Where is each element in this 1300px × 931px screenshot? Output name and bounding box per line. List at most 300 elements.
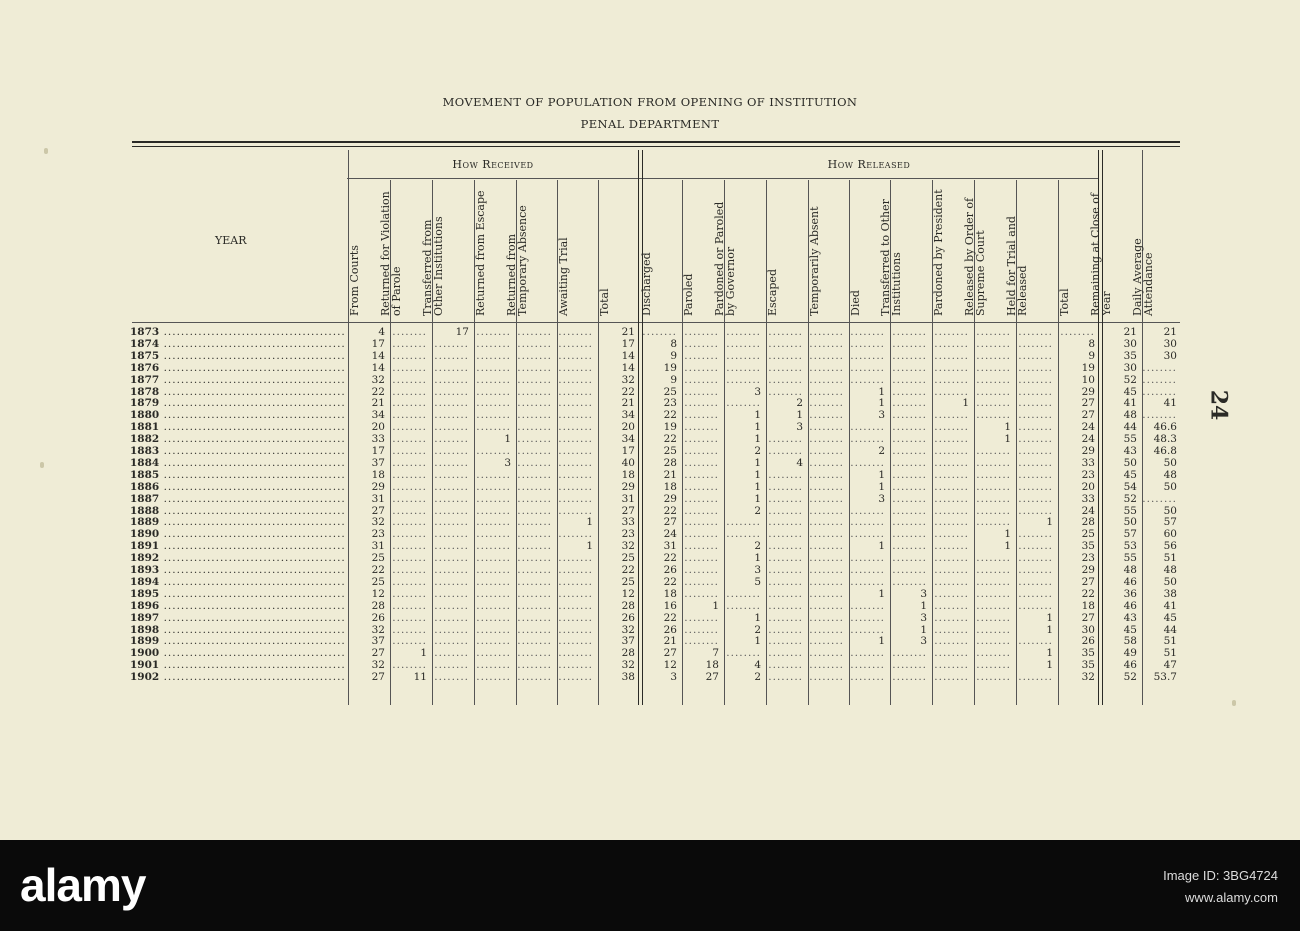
empty-cell: ........ <box>892 528 927 541</box>
empty-cell: ........ <box>392 373 427 386</box>
value-cell: 29 <box>663 492 677 505</box>
empty-cell: ........ <box>517 552 552 565</box>
value-cell: 22 <box>371 385 385 398</box>
value-cell: 48 <box>1163 564 1177 576</box>
value-cell: 1 <box>754 468 761 481</box>
empty-cell: ........ <box>558 623 593 636</box>
column-header-label: From Courts <box>348 245 361 316</box>
value-cell: 1 <box>796 409 803 422</box>
year-cell: 1895 ..... <box>130 588 346 600</box>
value-cell: 37 <box>621 635 635 648</box>
column-header-label: Pardoned or Paroled by Governor <box>713 201 737 316</box>
value-cell: 9 <box>670 349 677 362</box>
year-cell: 1892 ..... <box>130 552 346 564</box>
value-cell: 22 <box>621 564 635 576</box>
value-cell: 21 <box>371 397 385 410</box>
empty-cell: ........ <box>768 373 803 386</box>
empty-cell: ........ <box>476 492 511 505</box>
value-cell: 53 <box>1123 540 1137 553</box>
value-cell: 27 <box>705 671 719 684</box>
value-cell: 28 <box>621 599 635 612</box>
empty-cell: ........ <box>768 659 803 672</box>
empty-cell: ........ <box>517 575 552 588</box>
value-cell: 14 <box>371 361 385 374</box>
empty-cell: ........ <box>434 516 469 529</box>
empty-cell: ........ <box>768 349 803 362</box>
value-cell: 47 <box>1163 659 1177 672</box>
empty-cell: ........ <box>558 504 593 517</box>
value-cell: 55 <box>1123 433 1137 446</box>
empty-cell: ........ <box>892 373 927 386</box>
empty-cell: ........ <box>1018 599 1053 612</box>
empty-cell: ........ <box>892 504 927 517</box>
value-cell: 20 <box>621 421 635 434</box>
value-cell: 19 <box>663 361 677 374</box>
value-cell: 23 <box>663 397 677 410</box>
empty-cell: ........ <box>934 409 969 422</box>
value-cell: 1 <box>1046 623 1053 636</box>
empty-cell: ........ <box>768 433 803 446</box>
empty-cell: ........ <box>684 492 719 505</box>
value-cell: 1 <box>1004 421 1011 434</box>
empty-cell: ........ <box>434 397 469 410</box>
empty-cell: ........ <box>476 409 511 422</box>
empty-cell: ........ <box>934 337 969 350</box>
value-cell: 22 <box>371 564 385 576</box>
empty-cell: ........ <box>934 492 969 505</box>
value-cell: 29 <box>1081 385 1095 398</box>
value-cell: 38 <box>621 671 635 684</box>
value-cell: 17 <box>371 445 385 457</box>
empty-cell: ........ <box>684 445 719 457</box>
value-cell: 27 <box>621 504 635 517</box>
value-cell: 18 <box>1081 599 1095 612</box>
value-cell: 44 <box>1163 623 1177 636</box>
value-cell: 8 <box>1088 337 1095 350</box>
empty-cell: ........ <box>517 445 552 457</box>
value-cell: 45 <box>1123 468 1137 481</box>
empty-cell: ........ <box>434 647 469 660</box>
empty-cell: ........ <box>809 337 844 350</box>
value-cell: 57 <box>1163 516 1177 529</box>
empty-cell: ........ <box>892 516 927 529</box>
empty-cell: ........ <box>684 516 719 529</box>
value-cell: 22 <box>663 575 677 588</box>
value-cell: 2 <box>754 623 761 636</box>
value-cell: 35 <box>1081 659 1095 672</box>
value-cell: 48 <box>1123 409 1137 422</box>
empty-cell: ........ <box>1018 552 1053 565</box>
empty-cell: ........ <box>934 575 969 588</box>
value-cell: 17 <box>371 337 385 350</box>
empty-cell: ........ <box>642 326 677 338</box>
empty-cell: ........ <box>517 540 552 553</box>
value-cell: 44 <box>1123 421 1137 434</box>
value-cell: 27 <box>371 671 385 684</box>
empty-cell: ........ <box>726 397 761 410</box>
empty-cell: ........ <box>892 492 927 505</box>
paper-spot <box>1232 700 1236 706</box>
empty-cell: ........ <box>558 421 593 434</box>
empty-cell: ........ <box>517 564 552 576</box>
year-cell: 1884 ..... <box>130 457 346 469</box>
value-cell: 26 <box>621 611 635 624</box>
value-cell: 3 <box>796 421 803 434</box>
value-cell: 2 <box>754 445 761 457</box>
empty-cell: ........ <box>558 468 593 481</box>
value-cell: 1 <box>1046 611 1053 624</box>
column-header-label: Daily Average Attendance <box>1131 238 1155 316</box>
value-cell: 3 <box>920 587 927 600</box>
value-cell: 14 <box>621 361 635 374</box>
empty-cell: ........ <box>768 468 803 481</box>
empty-cell: ........ <box>517 326 552 338</box>
value-cell: 28 <box>371 599 385 612</box>
value-cell: 12 <box>371 587 385 600</box>
value-cell: 40 <box>621 456 635 469</box>
empty-cell: ........ <box>934 659 969 672</box>
empty-cell: ........ <box>726 516 761 529</box>
top-rule <box>132 141 1180 143</box>
empty-cell: ........ <box>934 635 969 648</box>
empty-cell: ........ <box>809 397 844 410</box>
empty-cell: ........ <box>558 385 593 398</box>
value-cell: 26 <box>663 623 677 636</box>
empty-cell: ........ <box>476 504 511 517</box>
year-cell: 1887 ..... <box>130 493 346 505</box>
value-cell: 27 <box>663 647 677 660</box>
empty-cell: ........ <box>976 623 1011 636</box>
value-cell: 12 <box>663 659 677 672</box>
empty-cell: ........ <box>892 361 927 374</box>
empty-cell: ........ <box>768 326 803 338</box>
value-cell: 32 <box>621 373 635 386</box>
empty-cell: ........ <box>434 385 469 398</box>
empty-cell: ........ <box>392 456 427 469</box>
empty-cell: ........ <box>976 445 1011 457</box>
empty-cell: ........ <box>392 516 427 529</box>
value-cell: 1 <box>878 385 885 398</box>
value-cell: 18 <box>705 659 719 672</box>
table-title: MOVEMENT OF POPULATION FROM OPENING OF INSTITUTION <box>442 95 858 109</box>
value-cell: 27 <box>1081 397 1095 410</box>
empty-cell: ........ <box>934 385 969 398</box>
value-cell: 14 <box>371 349 385 362</box>
empty-cell: ........ <box>768 671 803 684</box>
empty-cell: ........ <box>517 349 552 362</box>
empty-cell: ........ <box>517 361 552 374</box>
value-cell: 30 <box>1163 337 1177 350</box>
empty-cell: ........ <box>1142 492 1177 505</box>
value-cell: 1 <box>1004 540 1011 553</box>
empty-cell: ........ <box>976 326 1011 338</box>
empty-cell: ........ <box>392 504 427 517</box>
value-cell: 20 <box>1081 480 1095 493</box>
empty-cell: ........ <box>976 659 1011 672</box>
column-header-label: Died <box>849 290 862 316</box>
value-cell: 52 <box>1123 671 1137 684</box>
value-cell: 22 <box>621 385 635 398</box>
empty-cell: ........ <box>1018 373 1053 386</box>
value-cell: 27 <box>1081 611 1095 624</box>
value-cell: 2 <box>796 397 803 410</box>
empty-cell: ........ <box>850 504 885 517</box>
empty-cell: ........ <box>726 587 761 600</box>
empty-cell: ........ <box>809 611 844 624</box>
empty-cell: ........ <box>434 349 469 362</box>
empty-cell: ........ <box>809 552 844 565</box>
column-header-label: Total <box>598 288 611 316</box>
empty-cell: ........ <box>476 385 511 398</box>
empty-cell: ........ <box>1018 575 1053 588</box>
empty-cell: ........ <box>392 564 427 576</box>
empty-cell: ........ <box>809 373 844 386</box>
column-header-label: Total <box>1058 288 1071 316</box>
value-cell: 3 <box>878 409 885 422</box>
empty-cell: ........ <box>476 671 511 684</box>
empty-cell: ........ <box>726 373 761 386</box>
value-cell: 45 <box>1123 385 1137 398</box>
value-cell: 29 <box>1081 445 1095 457</box>
value-cell: 1 <box>1004 528 1011 541</box>
year-cell: 1896 ..... <box>130 600 346 612</box>
value-cell: 43 <box>1123 611 1137 624</box>
empty-cell: ........ <box>476 516 511 529</box>
empty-cell: ........ <box>558 373 593 386</box>
value-cell: 1 <box>504 433 511 446</box>
value-cell: 41 <box>1123 397 1137 410</box>
value-cell: 18 <box>663 587 677 600</box>
empty-cell: ........ <box>684 480 719 493</box>
value-cell: 30 <box>1081 623 1095 636</box>
empty-cell: ........ <box>434 528 469 541</box>
value-cell: 2 <box>754 504 761 517</box>
empty-cell: ........ <box>558 552 593 565</box>
empty-cell: ........ <box>558 397 593 410</box>
value-cell: 24 <box>1081 433 1095 446</box>
empty-cell: ........ <box>976 516 1011 529</box>
empty-cell: ........ <box>976 385 1011 398</box>
value-cell: 1 <box>878 587 885 600</box>
value-cell: 3 <box>920 611 927 624</box>
empty-cell: ........ <box>434 564 469 576</box>
value-cell: 57 <box>1123 528 1137 541</box>
empty-cell: ........ <box>1018 504 1053 517</box>
empty-cell: ........ <box>809 647 844 660</box>
empty-cell: ........ <box>434 504 469 517</box>
empty-cell: ........ <box>1018 385 1053 398</box>
value-cell: 28 <box>663 456 677 469</box>
value-cell: 9 <box>670 373 677 386</box>
empty-cell: ........ <box>517 421 552 434</box>
empty-cell: ........ <box>934 421 969 434</box>
empty-cell: ........ <box>558 647 593 660</box>
empty-cell: ........ <box>684 552 719 565</box>
empty-cell: ........ <box>768 587 803 600</box>
empty-cell: ........ <box>1018 337 1053 350</box>
empty-cell: ........ <box>434 587 469 600</box>
value-cell: 31 <box>371 492 385 505</box>
value-cell: 22 <box>663 504 677 517</box>
empty-cell: ........ <box>517 433 552 446</box>
value-cell: 2 <box>878 445 885 457</box>
empty-cell: ........ <box>934 528 969 541</box>
empty-cell: ........ <box>517 409 552 422</box>
value-cell: 34 <box>621 433 635 446</box>
value-cell: 3 <box>920 635 927 648</box>
empty-cell: ........ <box>392 659 427 672</box>
empty-cell: ........ <box>976 552 1011 565</box>
empty-cell: ........ <box>392 385 427 398</box>
empty-cell: ........ <box>809 575 844 588</box>
empty-cell: ........ <box>934 445 969 457</box>
empty-cell: ........ <box>809 456 844 469</box>
empty-cell: ........ <box>558 409 593 422</box>
value-cell: 52 <box>1123 373 1137 386</box>
empty-cell: ........ <box>558 349 593 362</box>
empty-cell: ........ <box>768 337 803 350</box>
empty-cell: ........ <box>1018 456 1053 469</box>
year-cell: 1885 ..... <box>130 469 346 481</box>
empty-cell: ........ <box>976 504 1011 517</box>
empty-cell: ........ <box>1018 421 1053 434</box>
empty-cell: ........ <box>476 611 511 624</box>
empty-cell: ........ <box>392 433 427 446</box>
year-cell: 1894 ..... <box>130 576 346 588</box>
empty-cell: ........ <box>476 468 511 481</box>
empty-cell: ........ <box>768 635 803 648</box>
value-cell: 25 <box>621 552 635 565</box>
empty-cell: ........ <box>768 528 803 541</box>
empty-cell: ........ <box>934 361 969 374</box>
empty-cell: ........ <box>476 326 511 338</box>
empty-cell: ........ <box>476 599 511 612</box>
empty-cell: ........ <box>558 361 593 374</box>
value-cell: 45 <box>1163 611 1177 624</box>
empty-cell: ........ <box>809 409 844 422</box>
group-how-received: How Received <box>452 158 534 171</box>
empty-cell: ........ <box>434 635 469 648</box>
empty-cell: ........ <box>392 552 427 565</box>
value-cell: 1 <box>754 456 761 469</box>
empty-cell: ........ <box>1142 409 1177 422</box>
empty-cell: ........ <box>976 564 1011 576</box>
empty-cell: ........ <box>392 397 427 410</box>
empty-cell: ........ <box>726 337 761 350</box>
empty-cell: ........ <box>809 445 844 457</box>
empty-cell: ........ <box>768 385 803 398</box>
empty-cell: ........ <box>476 647 511 660</box>
empty-cell: ........ <box>768 552 803 565</box>
value-cell: 27 <box>1081 575 1095 588</box>
value-cell: 26 <box>371 611 385 624</box>
year-cell: 1879 ..... <box>130 397 346 409</box>
empty-cell: ........ <box>1018 540 1053 553</box>
empty-cell: ........ <box>434 671 469 684</box>
group-underline <box>347 178 1099 179</box>
empty-cell: ........ <box>684 623 719 636</box>
empty-cell: ........ <box>768 480 803 493</box>
column-header-label: Escaped <box>766 269 779 316</box>
watermark-url: www.alamy.com <box>1185 890 1278 905</box>
empty-cell: ........ <box>392 599 427 612</box>
value-cell: 46.6 <box>1153 421 1177 434</box>
empty-cell: ........ <box>892 540 927 553</box>
empty-cell: ........ <box>726 528 761 541</box>
empty-cell: ........ <box>434 433 469 446</box>
empty-cell: ........ <box>558 587 593 600</box>
empty-cell: ........ <box>517 456 552 469</box>
value-cell: 9 <box>1088 349 1095 362</box>
empty-cell: ........ <box>434 361 469 374</box>
empty-cell: ........ <box>809 516 844 529</box>
empty-cell: ........ <box>434 659 469 672</box>
empty-cell: ........ <box>1018 480 1053 493</box>
value-cell: 50 <box>1163 456 1177 469</box>
empty-cell: ........ <box>517 611 552 624</box>
empty-cell: ........ <box>726 349 761 362</box>
column-header-label: Held for Trial and Released <box>1005 216 1029 316</box>
empty-cell: ........ <box>1018 409 1053 422</box>
empty-cell: ........ <box>892 433 927 446</box>
empty-cell: ........ <box>1142 385 1177 398</box>
empty-cell: ........ <box>558 337 593 350</box>
empty-cell: ........ <box>850 516 885 529</box>
empty-cell: ........ <box>892 421 927 434</box>
empty-cell: ........ <box>976 397 1011 410</box>
empty-cell: ........ <box>850 659 885 672</box>
empty-cell: ........ <box>934 433 969 446</box>
column-header-label: Paroled <box>682 273 695 316</box>
empty-cell: ........ <box>476 445 511 457</box>
value-cell: 55 <box>1123 504 1137 517</box>
year-cell: 1882 ..... <box>130 433 346 445</box>
value-cell: 32 <box>371 516 385 529</box>
value-cell: 26 <box>1081 635 1095 648</box>
value-cell: 17 <box>621 337 635 350</box>
value-cell: 37 <box>371 456 385 469</box>
table-subtitle: PENAL DEPARTMENT <box>580 117 720 131</box>
empty-cell: ........ <box>850 671 885 684</box>
empty-cell: ........ <box>684 587 719 600</box>
empty-cell: ........ <box>976 635 1011 648</box>
empty-cell: ........ <box>809 528 844 541</box>
value-cell: 1 <box>1046 659 1053 672</box>
value-cell: 50 <box>1123 516 1137 529</box>
empty-cell: ........ <box>809 361 844 374</box>
empty-cell: ........ <box>1018 671 1053 684</box>
value-cell: 50 <box>1123 456 1137 469</box>
empty-cell: ........ <box>392 587 427 600</box>
empty-cell: ........ <box>809 385 844 398</box>
year-cell: 1873 ..... <box>130 326 346 338</box>
value-cell: 46.8 <box>1153 445 1177 457</box>
empty-cell: ........ <box>1018 361 1053 374</box>
value-cell: 48 <box>1123 564 1137 576</box>
empty-cell: ........ <box>934 647 969 660</box>
empty-cell: ........ <box>892 326 927 338</box>
empty-cell: ........ <box>809 349 844 362</box>
empty-cell: ........ <box>434 421 469 434</box>
empty-cell: ........ <box>1018 397 1053 410</box>
empty-cell: ........ <box>809 623 844 636</box>
value-cell: 25 <box>663 445 677 457</box>
empty-cell: ........ <box>392 326 427 338</box>
value-cell: 2 <box>754 540 761 553</box>
header-bottom-rule <box>132 322 1180 323</box>
empty-cell: ........ <box>850 456 885 469</box>
empty-cell: ........ <box>434 492 469 505</box>
